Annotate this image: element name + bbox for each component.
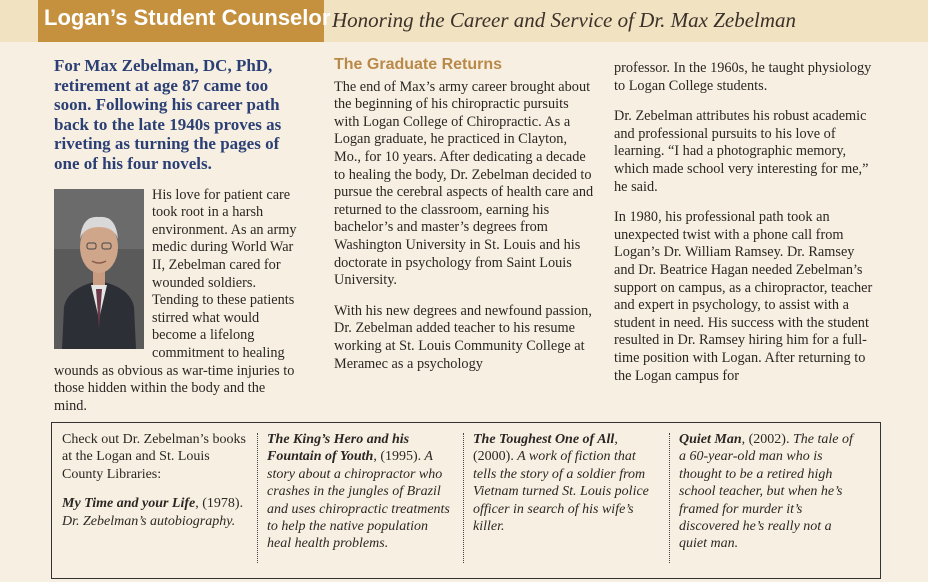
lede-paragraph: For Max Zebelman, DC, PhD, retirement at age 87 came too soon. Following his career path back to the late 1940s proves as riveting as turning the pages of one of his four novels. xyxy=(54,56,282,173)
book-entry xyxy=(62,495,247,530)
book-year: , (2002). xyxy=(741,432,790,447)
body-paragraph: Dr. Zebelman attributes his robust academic and professional pursuits to his love of learning. “I had a photographic memory, which made school very interesting for me,” he said. xyxy=(614,108,869,195)
column-divider xyxy=(463,433,464,563)
column-1 xyxy=(54,56,300,428)
page-subtitle: Honoring the Career and Service of Dr. Max Zebelman xyxy=(332,8,797,32)
header-banner xyxy=(0,0,928,42)
book-title: Quiet Man xyxy=(679,432,742,447)
column-2 xyxy=(334,56,596,386)
book-description: A story about a chiropractor who crashes in the jungles of Brazil and uses chiropractic treatments to help the native population heal health problems. xyxy=(267,449,450,552)
body-paragraph: His love for patient care took root in a harsh environment. As an army medic during World War II, Zebelman cared for wounded soldiers. Tending to these patients stirred what would become a lifelong commitment to healing wounds as obvious as war-time injuries to those hidden within the body and the mind. xyxy=(54,186,297,414)
section-heading: The Graduate Returns xyxy=(334,56,503,73)
book-title: My Time and your Life xyxy=(62,496,196,512)
book-year: , (1995). xyxy=(373,449,422,465)
portrait-photo xyxy=(54,189,144,349)
column-divider xyxy=(669,433,670,563)
body-paragraph: With his new degrees and newfound passion, Dr. Zebelman added teacher to his resume working at St. Louis Community College at Meramec as a psychology xyxy=(334,302,592,372)
column-3 xyxy=(614,60,876,398)
book-description: Dr. Zebelman’s autobiography. xyxy=(62,513,236,529)
book-entry xyxy=(267,431,453,553)
book-entry xyxy=(679,431,859,553)
book-description: A work of fiction that tells the story of a soldier from Vietnam turned St. Louis police officer in search of his wife’s killer. xyxy=(473,449,649,535)
column-divider xyxy=(257,433,258,563)
body-paragraph: professor. In the 1960s, he taught physiology to Logan College students. xyxy=(614,60,872,94)
book-entry xyxy=(473,431,651,535)
book-title: The King’s Hero and his Fountain of Youth xyxy=(267,432,410,465)
book-year: , (1978). xyxy=(195,496,244,512)
portrait-illustration xyxy=(54,189,144,349)
book-title: The Toughest One of All xyxy=(473,432,615,447)
book-description: The tale of a 60-year-old man who is thought to be a retired high school teacher, but when he’s framed for murder it’s discovered he’s really not a quiet man. xyxy=(679,432,853,552)
body-paragraph: The end of Max’s army career brought about the beginning of his chiropractic pursuits with Logan College of Chiropractic. As a Logan graduate, he practiced in Clayton, Mo., for 10 years. After dedicating a decade to healing the body, Dr. Zebelman decided to pursue the cerebral aspects of health care and returned to the classroom, earning his bachelor’s and master’s degrees from Washington University in St. Louis and his doctorate in psychology from Saint Louis University. xyxy=(334,78,594,289)
book-year: , (2000). xyxy=(473,432,618,465)
body-paragraph: In 1980, his professional path took an unexpected twist with a phone call from Logan’s Dr. William Ramsey. Dr. Ramsey and Dr. Beatrice Hagan needed Zebelman’s support on campus, as a chiropractor, teacher and expert in psychology, to assist with a student in need. His success with the student resulted in Dr. Ramsey hiring him for a full-time position with Logan. After returning to the Logan campus for xyxy=(614,209,873,384)
books-intro: Check out Dr. Zebelman’s books at the Logan and St. Louis County Libraries: xyxy=(62,432,246,482)
page-title: Logan’s Student Counselor xyxy=(44,5,331,30)
books-sidebar xyxy=(51,422,881,579)
books-intro-column xyxy=(62,431,247,542)
